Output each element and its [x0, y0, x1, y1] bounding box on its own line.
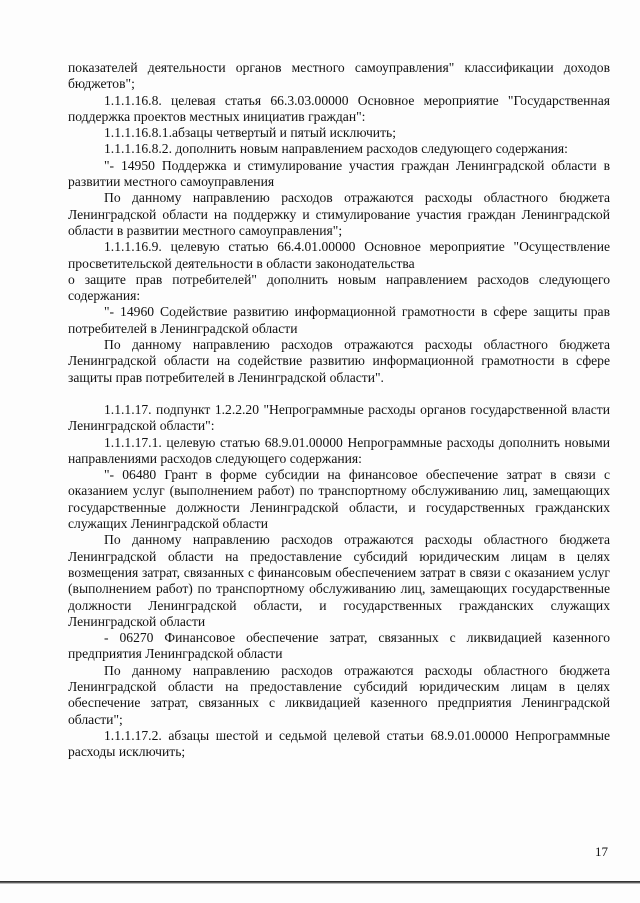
- paragraph-target-66-3-03: 1.1.1.16.8. целевая статья 66.3.03.00000 Основное мероприятие "Государственная поддержка проектов местных инициатив граждан":: [68, 92, 610, 124]
- paragraph-direction-06270-desc: По данному направлению расходов отражаются расходы областного бюджета Ленинградской области на предоставление субсидий юридическим лицам в целях обеспечение затрат, связанных с ликвидацией казенного предприятия Ленинградской области";: [68, 662, 610, 727]
- paragraph-direction-06480-desc: По данному направлению расходов отражаются расходы областного бюджета Ленинградской области на предоставление субсидий юридическим лицам в целях возмещения затрат, связанных с финансовым обеспечением затрат в связи с оказанием услуг (выполнением работ) по транспортному обслуживанию лиц, замещающих государственные должности Ленинградской области, и государственных гражданских служащих Ленинградской области: [68, 532, 610, 629]
- paragraph-direction-14950: "- 14950 Поддержка и стимулирование участия граждан Ленинградской области в развитии местного самоуправления: [68, 157, 610, 190]
- document-body: [68, 60, 610, 760]
- paragraph-add-direction-1: 1.1.1.16.8.2. дополнить новым направлением расходов следующего содержания:: [104, 141, 568, 157]
- paragraph-spacer: [68, 386, 610, 402]
- paragraph-direction-06480: "- 06480 Грант в форме субсидии на финансовое обеспечение затрат в связи с оказанием услуг (выполнением работ) по транспортному обслуживанию лиц, замещающих государственные должности Ленинградской области, и государственных гражданских служащих Ленинградской области: [68, 467, 610, 532]
- paragraph-target-66-4-01-cont: о защите прав потребителей" дополнить новым направлением расходов следующего содержания:: [68, 271, 610, 304]
- paragraph-direction-14960: "- 14960 Содействие развитию информационной грамотности в сфере защиты прав потребителей в Ленинградской области: [68, 304, 610, 336]
- paragraph-target-66-4-01: 1.1.1.16.9. целевую статью 66.4.01.00000 Основное мероприятие "Осуществление просветительской деятельности в области законодательства: [68, 239, 610, 271]
- paragraph-exclude-abzacy: 1.1.1.16.8.1.абзацы четвертый и пятый исключить;: [104, 125, 396, 141]
- paragraph-direction-06270: - 06270 Финансовое обеспечение затрат, связанных с ликвидацией казенного предприятия Ленинградской области: [68, 630, 610, 662]
- page-number: 17: [595, 844, 608, 859]
- paragraph-direction-14950-desc: По данному направлению расходов отражаются расходы областного бюджета Ленинградской области на поддержку и стимулирование участия граждан Ленинградской области в развитии местного самоуправления";: [68, 190, 610, 238]
- paragraph-target-68-9-01: 1.1.1.17.1. целевую статью 68.9.01.00000 Непрограммные расходы дополнить новыми направлениями расходов следующего содержания:: [68, 434, 610, 466]
- paragraph-exclude-68-9-01: 1.1.1.17.2. абзацы шестой и седьмой целевой статьи 68.9.01.00000 Непрограммные расходы исключить;: [68, 727, 610, 760]
- paragraph-subpoint-1-2-2-20: 1.1.1.17. подпункт 1.2.2.20 "Непрограммные расходы органов государственной власти Ленинградской области":: [68, 401, 610, 434]
- paragraph-income-classification-tail: показателей деятельности органов местного самоуправления" классификации доходов бюджетов";: [68, 60, 610, 92]
- scan-edge-line: [0, 881, 640, 884]
- paragraph-direction-14960-desc: По данному направлению расходов отражаются расходы областного бюджета Ленинградской области на содействие развитию информационной грамотности в сфере защиты прав потребителей в Ленинградской области".: [68, 337, 610, 385]
